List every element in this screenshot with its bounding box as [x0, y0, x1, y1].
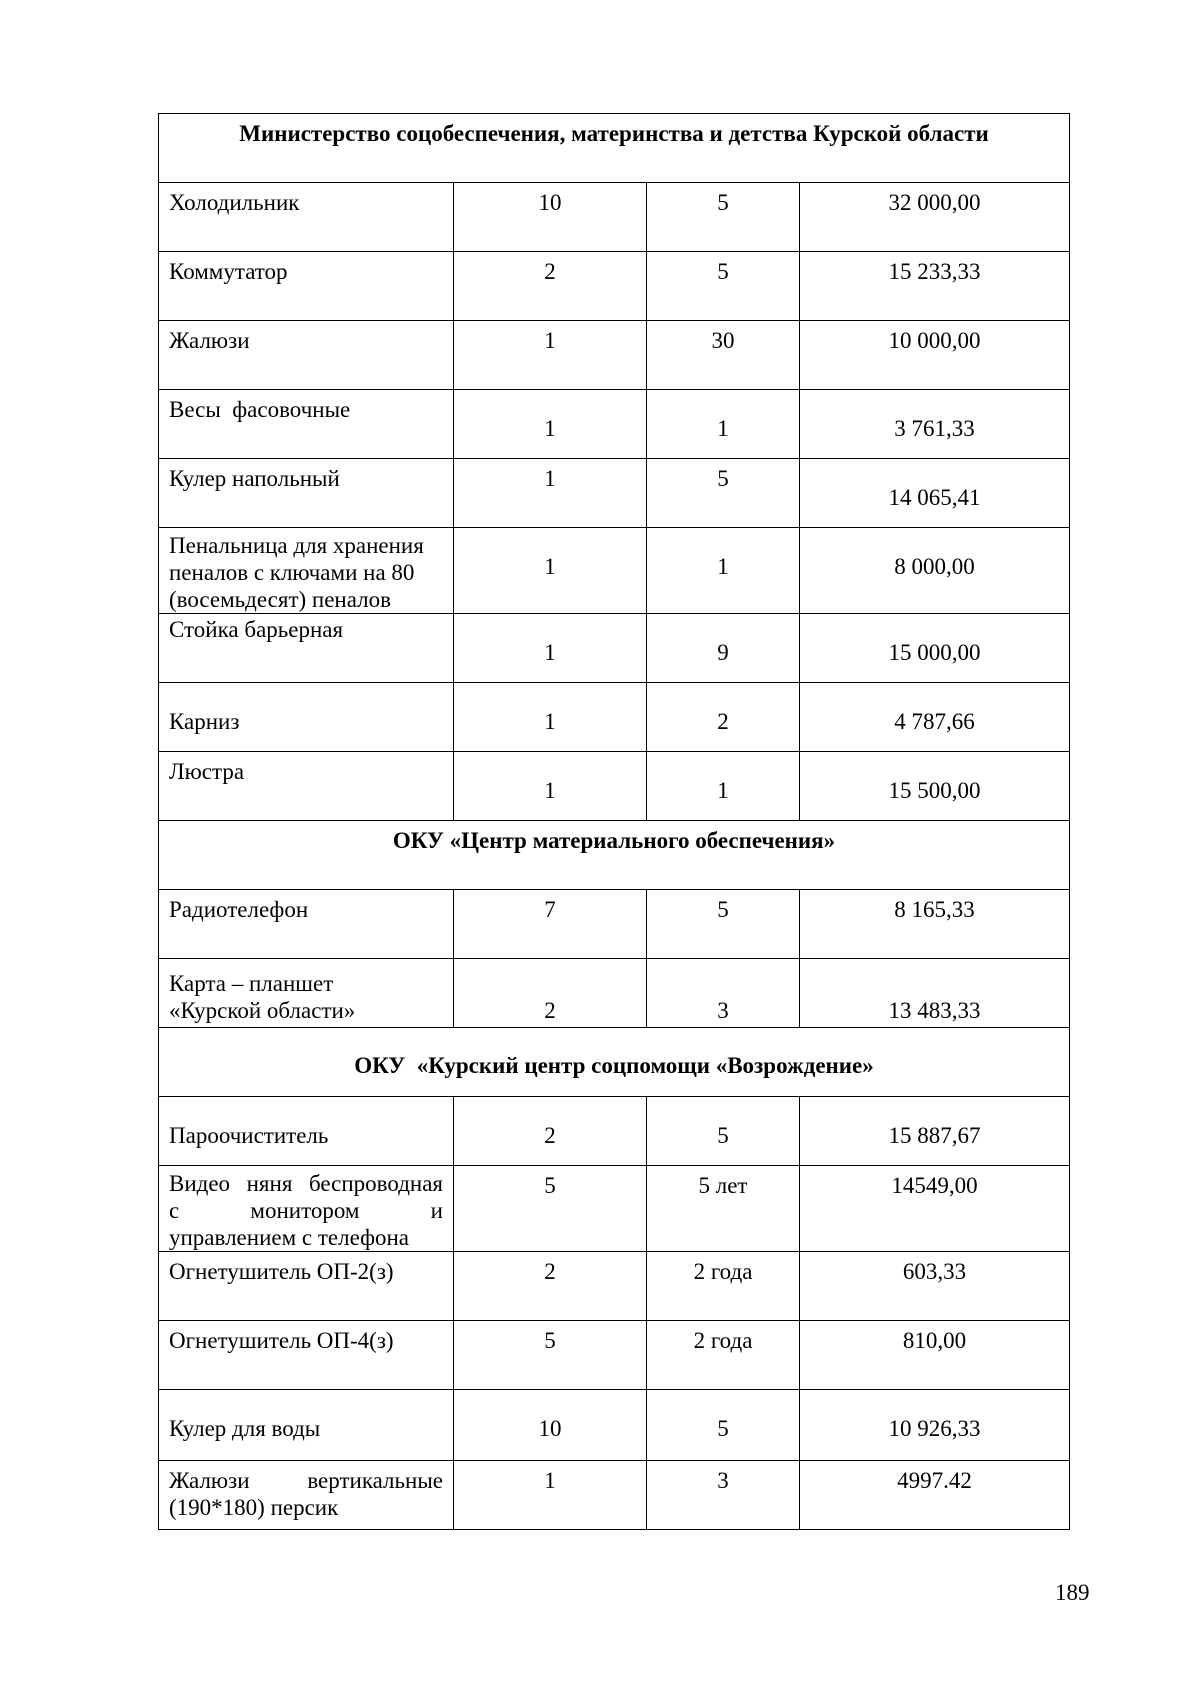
item-price: 810,00	[800, 1321, 1070, 1390]
item-name: Огнетушитель ОП-2(з)	[159, 1252, 454, 1321]
document-table	[158, 113, 1070, 1530]
item-name	[159, 528, 454, 614]
item-name: Кулер напольный	[159, 459, 454, 528]
item-name: Кулер для воды	[159, 1390, 454, 1461]
item-term: 30	[647, 321, 800, 390]
table-row	[159, 459, 1070, 528]
item-term: 1	[647, 390, 800, 459]
item-price: 15 500,00	[800, 752, 1070, 821]
section-header-row	[159, 821, 1070, 890]
section-header-row	[159, 114, 1070, 183]
item-price: 15 233,33	[800, 252, 1070, 321]
item-name: Пароочиститель	[159, 1097, 454, 1166]
item-price: 32 000,00	[800, 183, 1070, 252]
item-name-line: (190*180) персик	[169, 1495, 339, 1520]
item-term: 2 года	[647, 1321, 800, 1390]
item-price: 15 887,67	[800, 1097, 1070, 1166]
table-row	[159, 890, 1070, 959]
item-price: 4 787,66	[800, 683, 1070, 752]
item-term: 9	[647, 614, 800, 683]
item-qty: 1	[454, 683, 647, 752]
item-name: Весы фасовочные	[159, 390, 454, 459]
section-title: Министерство соцобеспечения, материнства и детства Курской области	[159, 114, 1070, 183]
table-row	[159, 390, 1070, 459]
item-name-line: управлением с телефона	[169, 1225, 409, 1250]
item-name-line: с монитором и	[169, 1198, 443, 1223]
item-price: 14549,00	[800, 1166, 1070, 1252]
item-term: 5	[647, 1097, 800, 1166]
item-name	[159, 959, 454, 1028]
table-row	[159, 752, 1070, 821]
item-price: 13 483,33	[800, 959, 1070, 1028]
item-qty: 1	[454, 752, 647, 821]
item-qty: 1	[454, 390, 647, 459]
table-row	[159, 1321, 1070, 1390]
item-name: Огнетушитель ОП-4(з)	[159, 1321, 454, 1390]
item-price: 10 000,00	[800, 321, 1070, 390]
table-row	[159, 1166, 1070, 1252]
item-term: 5	[647, 1390, 800, 1461]
item-name: Люстра	[159, 752, 454, 821]
item-term: 3	[647, 959, 800, 1028]
table-row	[159, 959, 1070, 1028]
item-qty: 2	[454, 1252, 647, 1321]
item-name-line: Карта – планшет	[169, 971, 334, 996]
item-name	[159, 1166, 454, 1252]
item-price: 14 065,41	[800, 459, 1070, 528]
item-qty: 1	[454, 614, 647, 683]
item-term: 5 лет	[647, 1166, 800, 1252]
item-price: 15 000,00	[800, 614, 1070, 683]
item-term: 5	[647, 183, 800, 252]
item-price: 3 761,33	[800, 390, 1070, 459]
table-row	[159, 528, 1070, 614]
table-row	[159, 1252, 1070, 1321]
item-name	[159, 1461, 454, 1530]
item-qty: 10	[454, 1390, 647, 1461]
item-name: Радиотелефон	[159, 890, 454, 959]
item-qty: 1	[454, 1461, 647, 1530]
item-qty: 7	[454, 890, 647, 959]
item-name: Карниз	[159, 683, 454, 752]
table-row	[159, 614, 1070, 683]
item-price: 10 926,33	[800, 1390, 1070, 1461]
item-qty: 10	[454, 183, 647, 252]
table-row	[159, 321, 1070, 390]
table-row	[159, 183, 1070, 252]
item-qty: 2	[454, 959, 647, 1028]
item-term: 5	[647, 252, 800, 321]
table-row	[159, 1390, 1070, 1461]
item-qty: 1	[454, 321, 647, 390]
item-term: 5	[647, 890, 800, 959]
item-qty: 2	[454, 252, 647, 321]
item-name: Холодильник	[159, 183, 454, 252]
item-qty: 5	[454, 1166, 647, 1252]
item-name-line: Видео няня беспроводная	[169, 1171, 443, 1196]
item-term: 5	[647, 459, 800, 528]
item-name: Жалюзи	[159, 321, 454, 390]
page-number: 189	[1055, 1580, 1090, 1605]
item-name-line: Жалюзи вертикальные	[169, 1468, 443, 1493]
table-row	[159, 683, 1070, 752]
item-term: 1	[647, 752, 800, 821]
item-term: 2 года	[647, 1252, 800, 1321]
item-term: 1	[647, 528, 800, 614]
item-term: 2	[647, 683, 800, 752]
table-row	[159, 252, 1070, 321]
item-name-line: Пенальница для хранения	[169, 533, 424, 558]
item-name: Стойка барьерная	[159, 614, 454, 683]
item-term: 3	[647, 1461, 800, 1530]
item-qty: 1	[454, 528, 647, 614]
item-name-line: (восемьдесят) пеналов	[169, 587, 391, 612]
item-qty: 1	[454, 459, 647, 528]
item-price: 8 165,33	[800, 890, 1070, 959]
item-qty: 2	[454, 1097, 647, 1166]
item-price: 4997.42	[800, 1461, 1070, 1530]
item-price: 603,33	[800, 1252, 1070, 1321]
item-name-line: «Курской области»	[169, 998, 356, 1023]
item-price: 8 000,00	[800, 528, 1070, 614]
section-title: ОКУ «Курский центр соцпомощи «Возрождение»	[159, 1028, 1070, 1097]
item-name-line: пеналов с ключами на 80	[169, 560, 415, 585]
section-header-row	[159, 1028, 1070, 1097]
table-row	[159, 1461, 1070, 1530]
table-row	[159, 1097, 1070, 1166]
item-name: Коммутатор	[159, 252, 454, 321]
section-title: ОКУ «Центр материального обеспечения»	[159, 821, 1070, 890]
item-qty: 5	[454, 1321, 647, 1390]
